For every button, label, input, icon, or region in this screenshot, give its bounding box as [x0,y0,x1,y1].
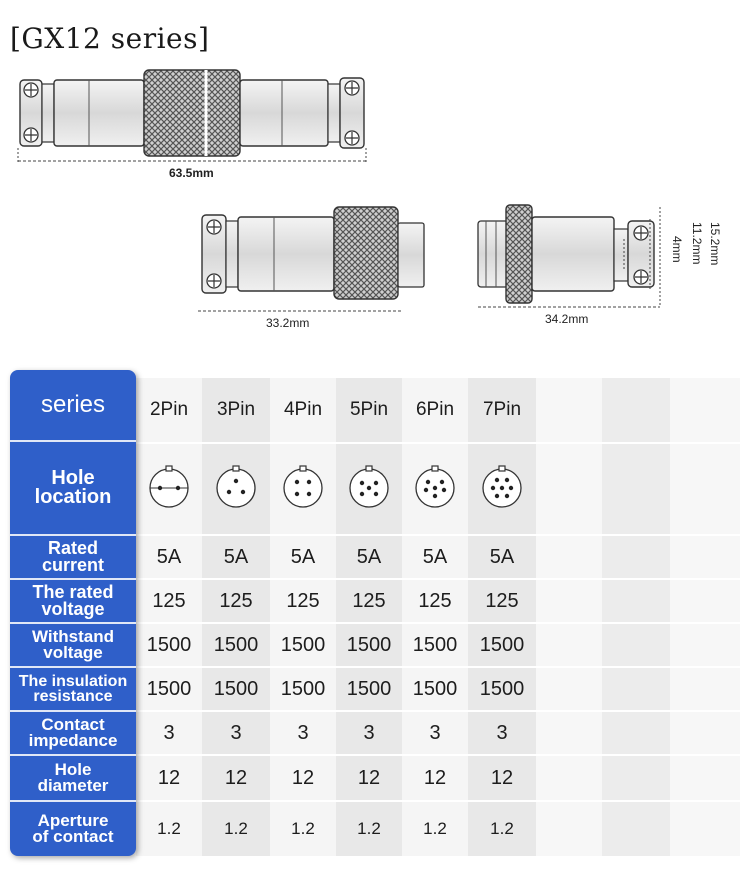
pin-count-label: 3Pin [216,399,256,420]
pin-dot [360,492,364,496]
full-length-label: 63.5mm [169,166,214,180]
inner-thread-label: 4mm [670,236,684,263]
hole-diameter-value: 12 [224,766,248,789]
aperture-value: 1.2 [157,819,181,838]
pin-dot [307,480,311,484]
pin-dot [500,486,504,490]
pin-dot [241,490,245,494]
pin-layout-icon [270,442,336,534]
pin-dot [374,481,378,485]
contact-impedance-value: 3 [163,721,175,744]
pin-count-label: 4Pin [283,399,323,420]
hole-diameter-value: 12 [490,766,514,789]
pin-layout-icon [468,442,536,534]
pin-dot [374,492,378,496]
rated-current-value: 5A [156,545,182,568]
pin-dot [176,486,180,490]
hole-diameter-value: 12 [357,766,381,789]
pin-dot [295,492,299,496]
pin-dot [307,492,311,496]
socket-length-label: 34.2mm [545,312,589,326]
pin-dot [234,479,238,483]
flange-diameter-label: 15.2mm [708,222,722,266]
contact-impedance-value: 3 [363,721,375,744]
pin-dot [505,478,509,482]
pin-dot [440,480,444,484]
insulation-resistance-value: 1500 [479,677,525,700]
pin-dot [426,480,430,484]
row-header-series: series [40,390,106,418]
withstand-voltage-value: 1500 [213,633,259,656]
rated-voltage-value: 125 [286,589,320,612]
pin-dot [227,490,231,494]
row-header-contact-impedance: Contact impedance [28,714,118,750]
rated-voltage-value: 125 [352,589,386,612]
pin-dot [433,486,437,490]
contact-impedance-value: 3 [230,721,242,744]
aperture-value: 1.2 [291,819,315,838]
pin-dot [491,486,495,490]
aperture-value: 1.2 [357,819,381,838]
insulation-resistance-value: 1500 [146,677,192,700]
aperture-value: 1.2 [490,819,514,838]
pin-layout-icon [336,442,402,534]
socket-drawing [474,203,674,315]
aperture-value: 1.2 [224,819,248,838]
pin-count-label: 7Pin [482,399,522,420]
row-header-rated-voltage: The rated voltage [32,581,114,619]
contact-impedance-value: 3 [429,721,441,744]
pin-dot [509,486,513,490]
withstand-voltage-value: 1500 [280,633,326,656]
row-header-hole-diameter: Hole diameter [37,759,109,795]
mid-diameter-label: 11.2mm [690,222,704,265]
pin-count-label: 6Pin [415,399,455,420]
row-header-insulation-resistance: The insulation resistance [18,672,128,705]
pin-count-label: 5Pin [349,399,389,420]
spec-table [10,370,740,856]
contact-impedance-value: 3 [496,721,508,744]
pin-dot [360,481,364,485]
pin-layout-icon [136,442,202,534]
row-header-aperture: Aperture of contact [32,810,114,846]
pin-layout-icon [202,442,270,534]
rated-current-value: 5A [489,545,515,568]
plug-drawing [196,205,436,320]
row-header-rated-current: Rated current [41,537,104,575]
pin-dot [158,486,162,490]
withstand-voltage-value: 1500 [146,633,192,656]
plug-length-label: 33.2mm [266,316,310,330]
rated-voltage-value: 125 [485,589,519,612]
rated-current-value: 5A [223,545,249,568]
withstand-voltage-value: 1500 [479,633,525,656]
hole-diameter-value: 12 [157,766,181,789]
withstand-voltage-value: 1500 [412,633,458,656]
withstand-voltage-value: 1500 [346,633,392,656]
column-bg [670,378,740,856]
pin-dot [442,488,446,492]
pin-dot [367,486,371,490]
rated-voltage-value: 125 [219,589,253,612]
pin-dot [505,494,509,498]
pin-dot [433,494,437,498]
rated-voltage-value: 125 [418,589,452,612]
pin-dot [424,488,428,492]
rated-current-value: 5A [290,545,316,568]
pin-dot [295,480,299,484]
rated-current-value: 5A [422,545,448,568]
row-header-withstand-voltage: Withstand voltage [31,626,114,662]
hole-diameter-value: 12 [291,766,315,789]
hole-diameter-value: 12 [423,766,447,789]
insulation-resistance-value: 1500 [346,677,392,700]
pin-dot [495,494,499,498]
insulation-resistance-value: 1500 [280,677,326,700]
insulation-resistance-value: 1500 [213,677,259,700]
rated-voltage-value: 125 [152,589,186,612]
column-bg [602,378,670,856]
pin-count-label: 2Pin [149,399,189,420]
rated-current-value: 5A [356,545,382,568]
column-bg [536,378,602,856]
pin-dot [495,478,499,482]
contact-impedance-value: 3 [297,721,309,744]
row-header-hole-location: Hole location [34,467,112,508]
page-title: [GX12 series] [10,22,210,55]
row-header-column [10,370,136,856]
insulation-resistance-value: 1500 [412,677,458,700]
aperture-value: 1.2 [423,819,447,838]
pin-layout-icon [402,442,468,534]
